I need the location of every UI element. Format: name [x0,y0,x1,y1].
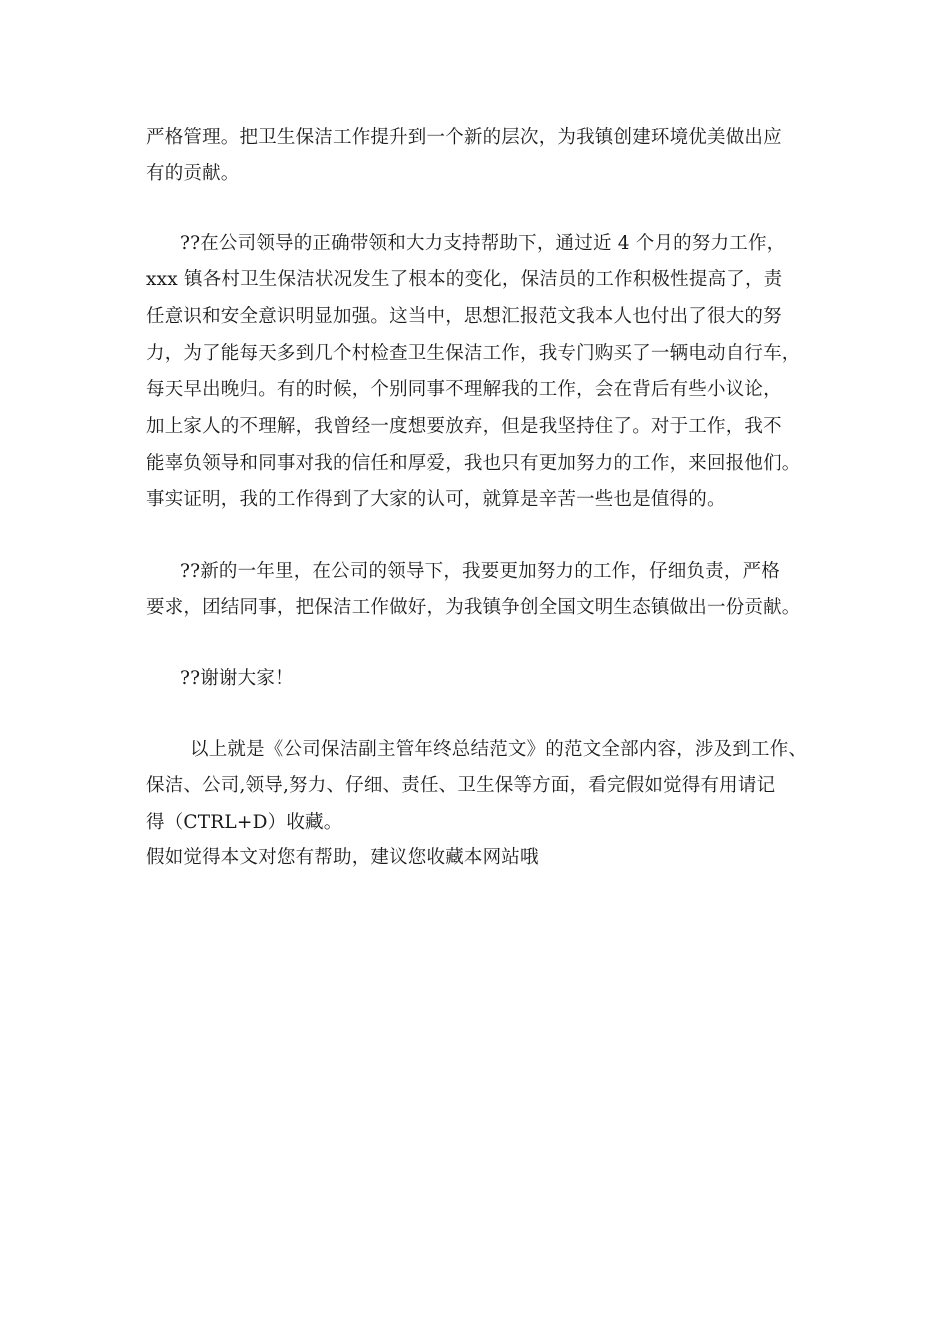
text-line-16: 得（CTRL+D）收藏。 [146,812,343,833]
text-line-3: ??在公司领导的正确带领和大力支持帮助下，通过近 4 个月的努力工作， [180,233,786,254]
text-line-1: 严格管理。把卫生保洁工作提升到一个新的层次，为我镇创建环境优美做出应 [146,127,782,148]
text-line-9: 能辜负领导和同事对我的信任和厚爱，我也只有更加努力的工作，来回报他们。 [146,453,801,474]
text-line-14: 以上就是《公司保洁副主管年终总结范文》的范文全部内容，涉及到工作、 [190,739,808,760]
text-line-13: ??谢谢大家！ [180,668,294,689]
text-line-6: 力，为了能每天多到几个村检查卫生保洁工作，我专门购买了一辆电动自行车， [146,343,801,364]
text-line-7: 每天早出晚归。有的时候，个别同事不理解我的工作，会在背后有些小议论， [146,379,782,400]
text-line-8: 加上家人的不理解，我曾经一度想要放弃，但是我坚持住了。对于工作，我不 [146,416,782,437]
text-line-11: ??新的一年里，在公司的领导下，我要更加努力的工作，仔细负责，严格 [180,561,780,582]
text-line-12: 要求，团结同事，把保洁工作做好，为我镇争创全国文明生态镇做出一份贡献。 [146,597,801,618]
text-line-10: 事实证明，我的工作得到了大家的认可，就算是辛苦一些也是值得的。 [146,489,726,510]
text-line-2: 有的贡献。 [146,163,240,184]
text-line-4: xxx 镇各村卫生保洁状况发生了根本的变化，保洁员的工作积极性提高了，责 [146,269,783,290]
text-line-5: 任意识和安全意识明显加强。这当中，思想汇报范文我本人也付出了很大的努 [146,306,782,327]
text-line-17: 假如觉得本文对您有帮助，建议您收藏本网站哦 [146,847,539,868]
text-line-15: 保洁、公司,领导,努力、仔细、责任、卫生保等方面，看完假如觉得有用请记 [146,775,776,796]
